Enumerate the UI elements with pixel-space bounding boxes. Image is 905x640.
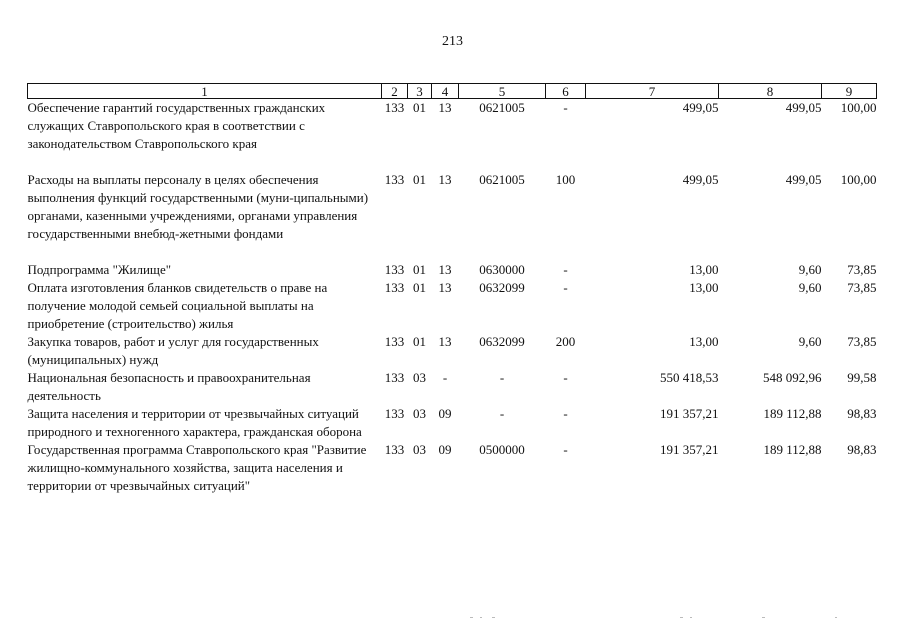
cell-col3: 03 bbox=[413, 442, 426, 457]
row-name: Расходы на выплаты персоналу в целях обеспечения выполнения функций государственными (муни-ципальными) органами, казенными учреждениями, органами управления государственными внебюд-жетными фондами bbox=[27, 172, 369, 241]
cell-col6: - bbox=[563, 442, 568, 457]
cell-col3: 03 bbox=[413, 370, 426, 385]
cell-col7: 550 418,53 bbox=[660, 370, 719, 385]
table-row bbox=[28, 99, 877, 154]
cell-col8: 9,60 bbox=[798, 262, 822, 277]
cell-col8: 189 112,88 bbox=[763, 442, 822, 457]
header-row bbox=[28, 84, 877, 99]
cell-col9: 100,00 bbox=[840, 172, 877, 187]
spacer-row bbox=[28, 243, 877, 261]
row-name: Обеспечение гарантий государственных гражданских служащих Ставропольского края в соответствии с законодательством Ставропольского края bbox=[27, 100, 326, 151]
table-row bbox=[28, 261, 877, 279]
cell-col3: 01 bbox=[413, 262, 426, 277]
col-header-1: 1 bbox=[28, 84, 382, 99]
scan-specks bbox=[0, 612, 905, 624]
cell-col6: 200 bbox=[555, 334, 576, 349]
page-number: 213 bbox=[442, 34, 463, 49]
budget-table bbox=[27, 83, 877, 495]
col-header-4: 4 bbox=[432, 84, 459, 99]
cell-col8: 499,05 bbox=[785, 172, 822, 187]
col-header-7: 7 bbox=[586, 84, 719, 99]
table-row bbox=[28, 279, 877, 333]
cell-col4: 09 bbox=[438, 442, 452, 457]
cell-col8: 499,05 bbox=[785, 100, 822, 115]
cell-col4: 09 bbox=[438, 406, 452, 421]
cell-col8: 9,60 bbox=[798, 280, 822, 295]
table-row bbox=[28, 369, 877, 405]
cell-col7: 191 357,21 bbox=[660, 406, 719, 421]
cell-col2: 133 bbox=[384, 172, 405, 187]
row-name: Государственная программа Ставропольского края "Развитие жилищно-коммунального хозяйства, защита населения и территории от чрезвычайных ситуаций" bbox=[27, 442, 367, 493]
table-row bbox=[28, 171, 877, 243]
col-header-9: 9 bbox=[822, 84, 877, 99]
cell-col4: - bbox=[442, 370, 448, 385]
cell-col9: 73,85 bbox=[847, 280, 877, 295]
cell-col9: 73,85 bbox=[847, 262, 877, 277]
table-row bbox=[28, 405, 877, 441]
cell-col6: 100 bbox=[555, 172, 576, 187]
cell-col3: 03 bbox=[413, 406, 426, 421]
cell-col3: 01 bbox=[413, 334, 426, 349]
col-header-8: 8 bbox=[719, 84, 822, 99]
cell-col5: 0621005 bbox=[479, 100, 525, 115]
cell-col9: 98,83 bbox=[847, 442, 877, 457]
cell-col7: 191 357,21 bbox=[660, 442, 719, 457]
cell-col5: 0500000 bbox=[479, 442, 525, 457]
col-header-3: 3 bbox=[408, 84, 432, 99]
cell-col9: 98,83 bbox=[847, 406, 877, 421]
table-row bbox=[28, 333, 877, 369]
cell-col7: 499,05 bbox=[682, 172, 719, 187]
cell-col3: 01 bbox=[413, 172, 426, 187]
row-name: Закупка товаров, работ и услуг для государственных (муниципальных) нужд bbox=[27, 334, 319, 367]
row-name: Защита населения и территории от чрезвычайных ситуаций природного и техногенного характера, гражданская оборона bbox=[27, 406, 362, 439]
row-name: Национальная безопасность и правоохранительная деятельность bbox=[27, 370, 311, 403]
col-header-5: 5 bbox=[459, 84, 546, 99]
cell-col7: 13,00 bbox=[689, 280, 719, 295]
cell-col5: 0621005 bbox=[479, 172, 525, 187]
cell-col2: 133 bbox=[384, 100, 405, 115]
cell-col2: 133 bbox=[384, 370, 405, 385]
cell-col2: 133 bbox=[384, 334, 405, 349]
cell-col4: 13 bbox=[438, 262, 452, 277]
cell-col2: 133 bbox=[384, 406, 405, 421]
cell-col3: 01 bbox=[413, 100, 426, 115]
cell-col3: 01 bbox=[413, 280, 426, 295]
cell-col2: 133 bbox=[384, 262, 405, 277]
cell-col6: - bbox=[563, 406, 568, 421]
cell-col6: - bbox=[563, 100, 568, 115]
cell-col8: 548 092,96 bbox=[763, 370, 822, 385]
spacer-row bbox=[28, 153, 877, 171]
cell-col8: 9,60 bbox=[798, 334, 822, 349]
cell-col2: 133 bbox=[384, 442, 405, 457]
cell-col6: - bbox=[563, 262, 568, 277]
cell-col5: - bbox=[499, 370, 505, 385]
cell-col2: 133 bbox=[384, 280, 405, 295]
cell-col7: 13,00 bbox=[689, 334, 719, 349]
row-name: Подпрограмма "Жилище" bbox=[27, 262, 172, 277]
cell-col5: 0632099 bbox=[479, 280, 525, 295]
cell-col4: 13 bbox=[438, 172, 452, 187]
col-header-2: 2 bbox=[382, 84, 408, 99]
cell-col4: 13 bbox=[438, 334, 452, 349]
cell-col4: 13 bbox=[438, 280, 452, 295]
table-row bbox=[28, 441, 877, 495]
cell-col7: 13,00 bbox=[689, 262, 719, 277]
cell-col5: 0630000 bbox=[479, 262, 525, 277]
cell-col9: 99,58 bbox=[847, 370, 877, 385]
row-name: Оплата изготовления бланков свидетельств о праве на получение молодой семьей социальной выплаты на приобретение (строительство) жилья bbox=[27, 280, 328, 331]
cell-col4: 13 bbox=[438, 100, 452, 115]
cell-col9: 100,00 bbox=[840, 100, 877, 115]
cell-col5: - bbox=[499, 406, 505, 421]
cell-col6: - bbox=[563, 370, 568, 385]
col-header-6: 6 bbox=[546, 84, 586, 99]
cell-col8: 189 112,88 bbox=[763, 406, 822, 421]
cell-col5: 0632099 bbox=[479, 334, 525, 349]
cell-col7: 499,05 bbox=[682, 100, 719, 115]
cell-col9: 73,85 bbox=[847, 334, 877, 349]
cell-col6: - bbox=[563, 280, 568, 295]
